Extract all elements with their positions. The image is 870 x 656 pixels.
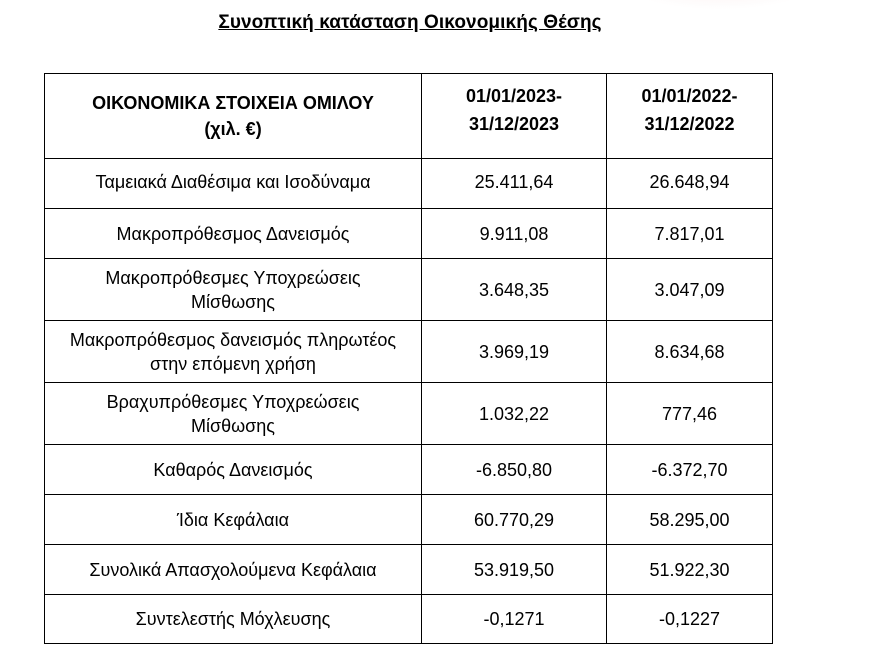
row-label: Μακροπρόθεσμος Δανεισμός — [45, 209, 422, 259]
row-value-2022: 26.648,94 — [607, 159, 773, 209]
header-period-2022 — [607, 74, 773, 159]
table-row — [45, 545, 773, 595]
row-label: Ταμειακά Διαθέσιμα και Ισοδύναμα — [45, 159, 422, 209]
row-value-2023: 1.032,22 — [422, 383, 607, 445]
row-value-2022: 58.295,00 — [607, 495, 773, 545]
header-period-2023-line1: 01/01/2023- — [465, 86, 563, 106]
row-value-2022: -0,1227 — [607, 595, 773, 644]
row-label: Συντελεστής Μόχλευσης — [45, 595, 422, 644]
row-value-2023: 9.911,08 — [422, 209, 607, 259]
table-row — [45, 159, 773, 209]
row-label: Συνολικά Απασχολούμενα Κεφάλαια — [45, 545, 422, 595]
row-label: Βραχυπρόθεσμες Υποχρεώσεις Μίσθωσης — [45, 383, 422, 445]
row-value-2022: 3.047,09 — [607, 259, 773, 321]
row-label: Μακροπρόθεσμος δανεισμός πληρωτέος στην επόμενη χρήση — [45, 321, 422, 383]
row-value-2022: 777,46 — [607, 383, 773, 445]
table-row — [45, 445, 773, 495]
row-label: Ίδια Κεφάλαια — [45, 495, 422, 545]
table-row — [45, 495, 773, 545]
row-value-2022: 7.817,01 — [607, 209, 773, 259]
row-value-2023: 60.770,29 — [422, 495, 607, 545]
row-label: Μακροπρόθεσμες Υποχρεώσεις Μίσθωσης — [45, 259, 422, 321]
table-row — [45, 209, 773, 259]
header-period-2022-line1: 01/01/2022- — [641, 86, 738, 106]
row-value-2023: -0,1271 — [422, 595, 607, 644]
row-value-2023: 3.648,35 — [422, 259, 607, 321]
header-label-line2: (χιλ. €) — [204, 119, 262, 139]
row-label: Καθαρός Δανεισμός — [45, 445, 422, 495]
row-value-2023: 25.411,64 — [422, 159, 607, 209]
table-row — [45, 383, 773, 445]
financial-table — [44, 73, 773, 644]
row-value-2022: 51.922,30 — [607, 545, 773, 595]
table-row — [45, 595, 773, 644]
row-value-2023: -6.850,80 — [422, 445, 607, 495]
page-title: Συνοπτική κατάσταση Οικονομικής Θέσης — [218, 12, 602, 33]
row-value-2022: -6.372,70 — [607, 445, 773, 495]
row-value-2023: 3.969,19 — [422, 321, 607, 383]
header-period-2023 — [422, 74, 607, 159]
table-row — [45, 259, 773, 321]
header-label-cell — [45, 74, 422, 159]
header-period-2023-line2: 31/12/2023 — [468, 114, 560, 134]
header-period-2022-line2: 31/12/2022 — [644, 114, 735, 134]
row-value-2022: 8.634,68 — [607, 321, 773, 383]
header-label-line1: ΟΙΚΟΝΟΜΙΚΑ ΣΤΟΙΧΕΙΑ ΟΜΙΛΟΥ — [92, 93, 374, 113]
row-value-2023: 53.919,50 — [422, 545, 607, 595]
background-shade — [610, 0, 830, 10]
table-row — [45, 321, 773, 383]
table-header-row — [45, 74, 773, 159]
